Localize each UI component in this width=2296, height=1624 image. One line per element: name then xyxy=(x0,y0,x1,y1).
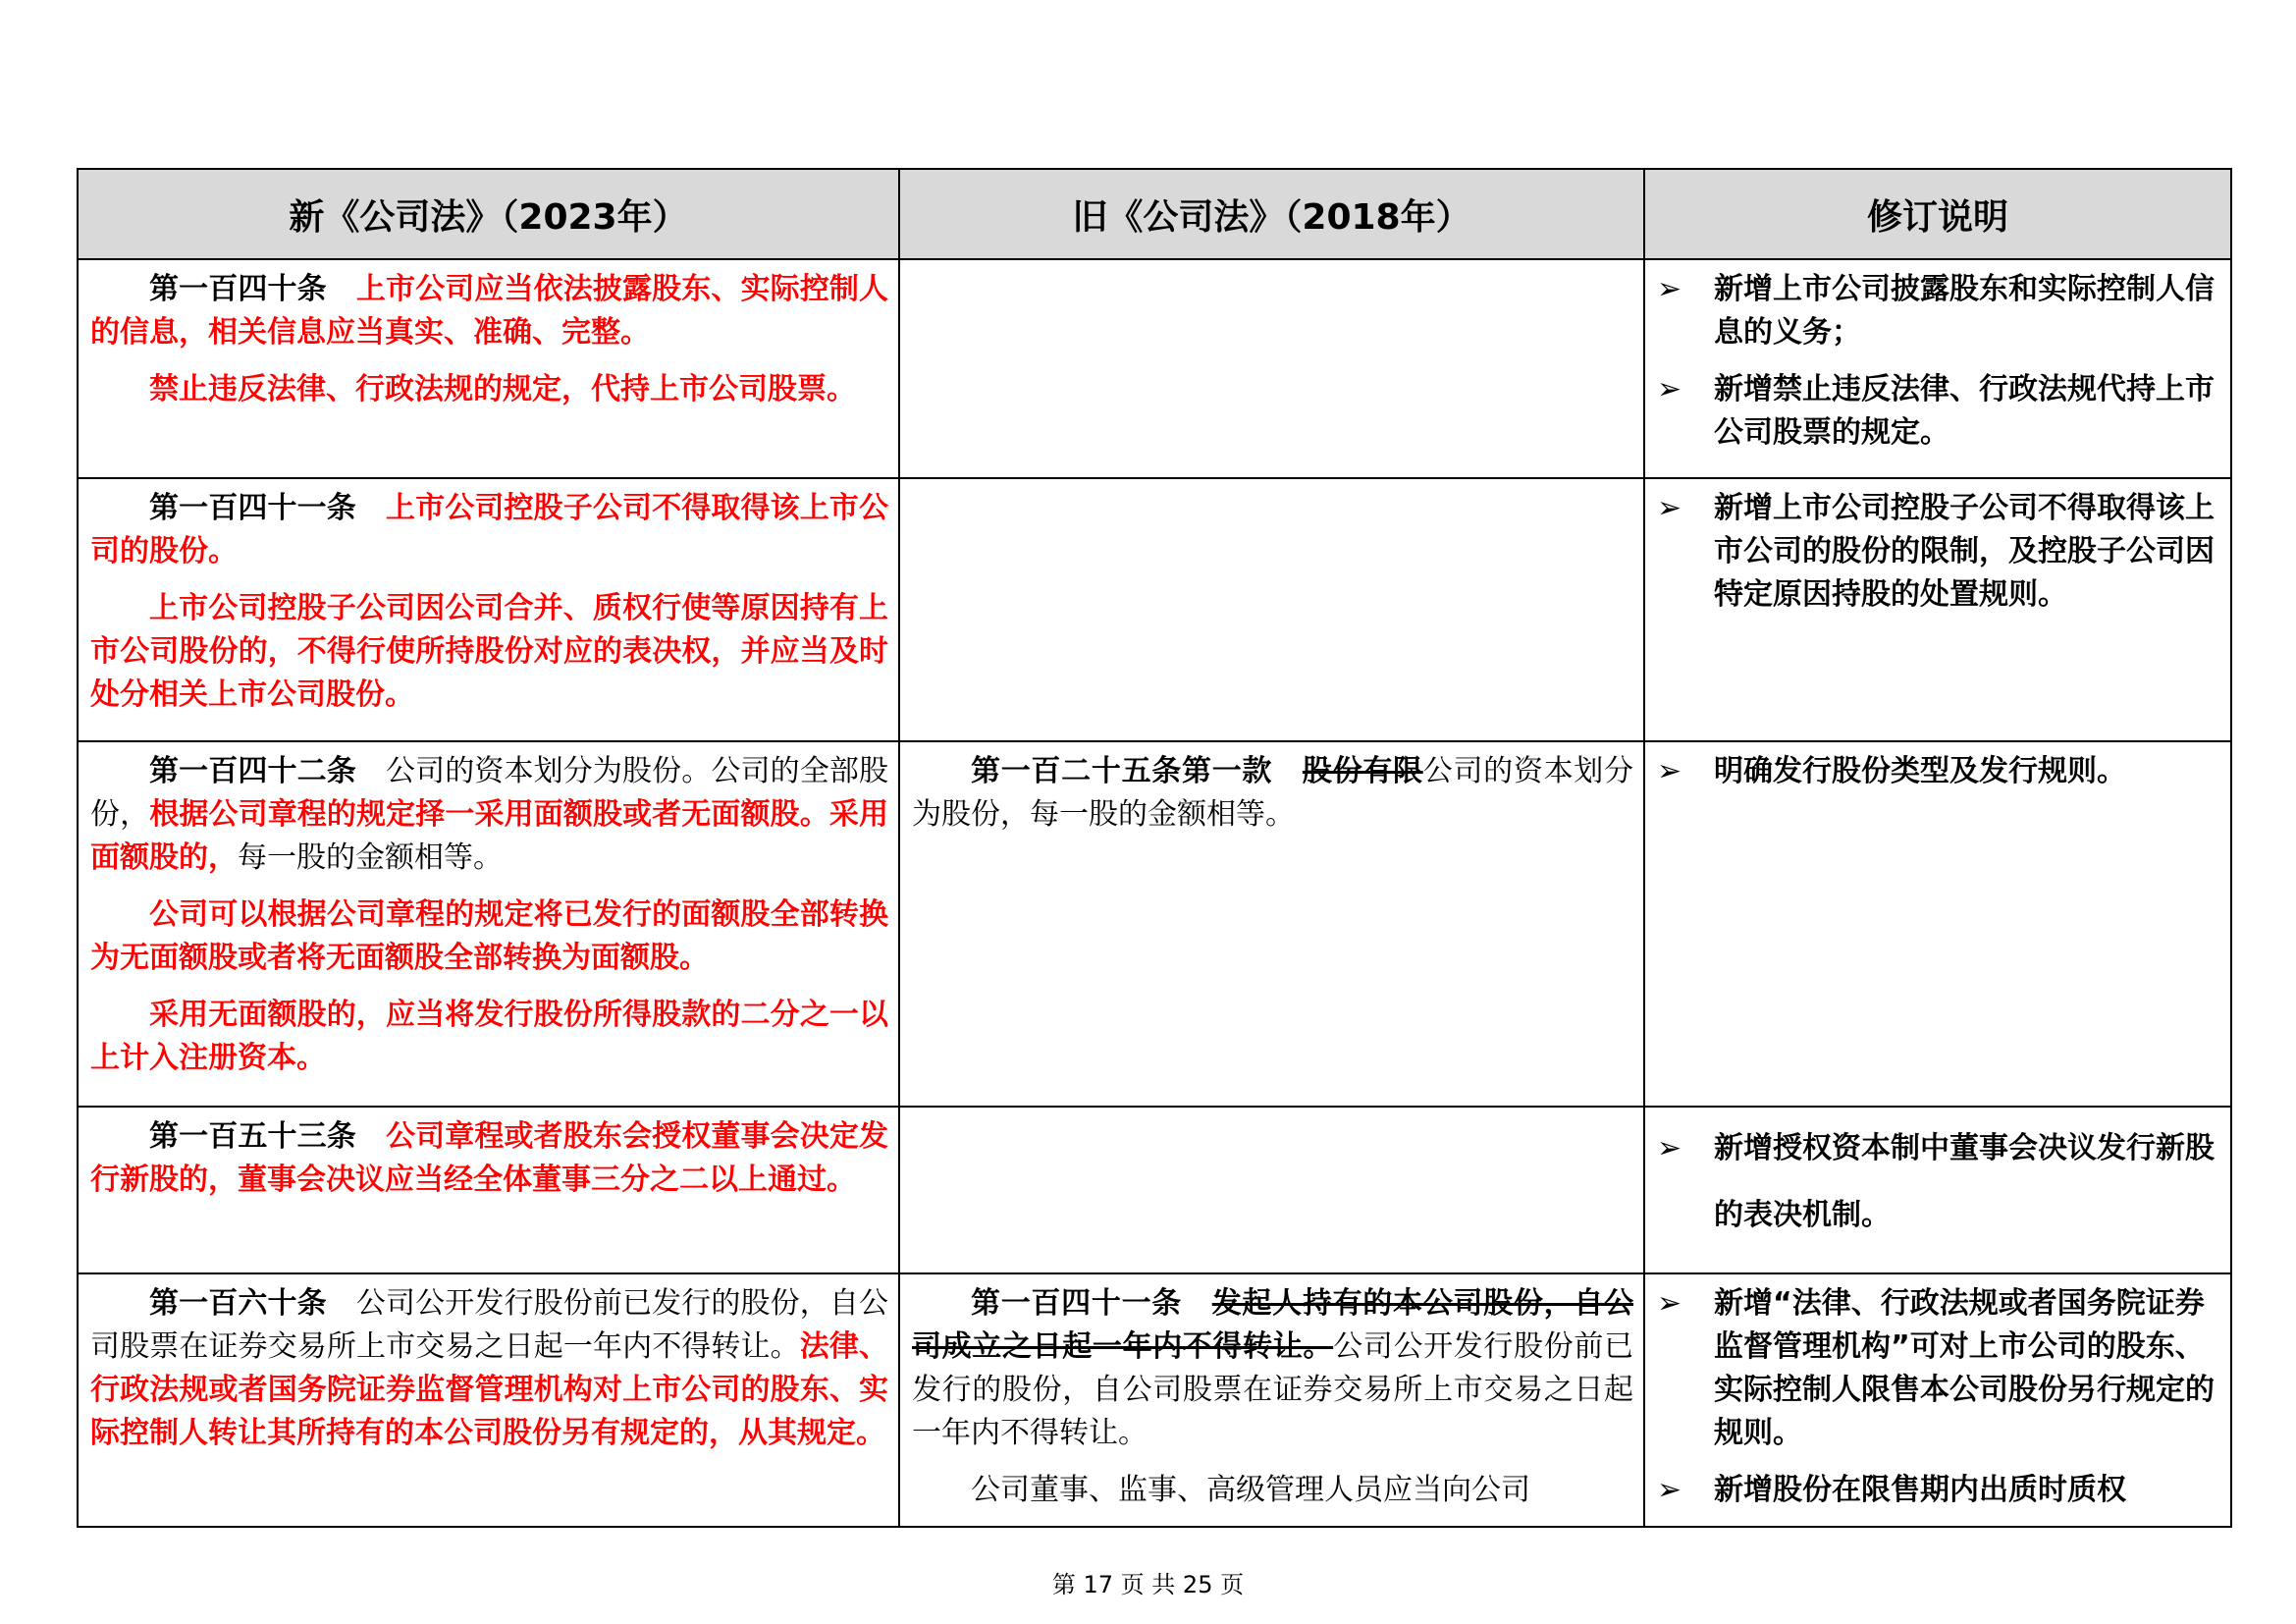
plain-text: 公司公开发行股份前已发行的股份，自公司股票在证券交易所上市交易之日起一年内不得转让。 xyxy=(90,1286,888,1364)
arrowhead-bullet-icon: ➢ xyxy=(1657,491,1682,525)
paragraph xyxy=(90,1282,888,1455)
paragraph xyxy=(90,268,888,354)
added-text: 上市公司应当依法披露股东、实际控制人的信息，相关信息应当真实、准确、完整。 xyxy=(90,272,888,350)
plain-text: 每一股的金额相等。 xyxy=(238,840,503,875)
deleted-text: 股份有限 xyxy=(1302,754,1423,788)
arrowhead-bullet-icon: ➢ xyxy=(1657,754,1682,788)
plain-text: 公司公开发行股份前已发行的股份，自公司股票在证券交易所上市交易之日起一年内不得转让。 xyxy=(912,1329,1634,1450)
added-text: 上市公司控股子公司不得取得该上市公司的股份。 xyxy=(90,491,888,568)
table-row xyxy=(78,259,2231,478)
arrowhead-bullet-icon: ➢ xyxy=(1657,372,1682,406)
deleted-text: 发起人持有的本公司股份，自公司成立之日起一年内不得转让。 xyxy=(912,1286,1634,1364)
paragraph xyxy=(90,487,888,573)
notes-cell xyxy=(1644,741,2231,1107)
added-text: 禁止违反法律、行政法规的规定，代持上市公司股票。 xyxy=(149,372,856,406)
plain-text: 公司的资本划分为股份。公司的全部股份， xyxy=(90,754,888,832)
added-text: 公司可以根据公司章程的规定将已发行的面额股全部转换为无面额股或者将无面额股全部转换为面额股。 xyxy=(90,897,888,975)
new-law-cell xyxy=(78,259,899,478)
paragraph xyxy=(90,750,888,880)
plain-text: 公司的资本划分为股份，每一股的金额相等。 xyxy=(912,754,1634,832)
note-text: 新增禁止违反法律、行政法规代持上市公司股票的规定。 xyxy=(1714,372,2215,450)
article-number: 第一百四十一条 xyxy=(149,491,356,525)
header-revision-notes: 修订说明 xyxy=(1644,169,2231,259)
article-number: 第一百四十条 xyxy=(149,272,327,306)
page-footer: 第 17 页 共 25 页 xyxy=(1051,1571,1245,1598)
added-text: 公司章程或者股东会授权董事会决定发行新股的，董事会决议应当经全体董事三分之二以上通过。 xyxy=(90,1119,888,1197)
added-text: 根据公司章程的规定择一采用面额股或者无面额股。采用面额股的， xyxy=(90,797,889,875)
added-text: 法律、行政法规或者国务院证券监督管理机构对上市公司的股东、实际控制人转让其所持有的本公司股份另有规定的，从其规定。 xyxy=(90,1329,889,1450)
arrowhead-bullet-icon: ➢ xyxy=(1657,272,1682,306)
table-row xyxy=(78,741,2231,1107)
paragraph xyxy=(90,1115,888,1202)
header-old-law: 旧《公司法》（2018年） xyxy=(899,169,1644,259)
new-law-cell xyxy=(78,478,899,741)
note-text: 新增“法律、行政法规或者国务院证券监督管理机构”可对上市公司的股东、实际控制人限售本公司股份另行规定的规则。 xyxy=(1714,1286,2215,1450)
plain-text: 公司董事、监事、高级管理人员应当向公司 xyxy=(971,1473,1530,1507)
note-item xyxy=(1657,1282,2220,1455)
old-law-cell xyxy=(899,1273,1644,1527)
arrowhead-bullet-icon: ➢ xyxy=(1657,1131,1682,1165)
new-law-cell xyxy=(78,1107,899,1273)
paragraph xyxy=(90,893,888,980)
added-text: 采用无面额股的，应当将发行股份所得股款的二分之一以上计入注册资本。 xyxy=(90,998,888,1075)
note-item xyxy=(1657,1469,2220,1512)
notes-cell xyxy=(1644,1107,2231,1273)
paragraph xyxy=(912,1469,1633,1512)
header-row xyxy=(78,169,2231,259)
article-number: 第一百四十二条 xyxy=(149,754,356,788)
old-law-cell xyxy=(899,741,1644,1107)
old-law-cell xyxy=(899,259,1644,478)
old-law-cell xyxy=(899,478,1644,741)
old-law-cell xyxy=(899,1107,1644,1273)
article-number: 第一百五十三条 xyxy=(149,1119,356,1154)
paragraph xyxy=(90,994,888,1080)
note-text: 新增股份在限售期内出质时质权 xyxy=(1714,1473,2126,1507)
notes-cell xyxy=(1644,478,2231,741)
article-number: 第一百六十条 xyxy=(149,1286,327,1321)
note-text: 新增上市公司披露股东和实际控制人信息的义务； xyxy=(1714,272,2215,350)
added-text: 上市公司控股子公司因公司合并、质权行使等原因持有上市公司股份的，不得行使所持股份对应的表决权，并应当及时处分相关上市公司股份。 xyxy=(90,591,888,712)
note-item xyxy=(1657,268,2220,354)
note-item xyxy=(1657,1115,2220,1249)
note-text: 新增授权资本制中董事会决议发行新股的表决机制。 xyxy=(1714,1131,2215,1232)
note-text: 新增上市公司控股子公司不得取得该上市公司的股份的限制，及控股子公司因特定原因持股的处置规则。 xyxy=(1714,491,2215,612)
notes-cell xyxy=(1644,259,2231,478)
paragraph xyxy=(90,587,888,717)
table-row xyxy=(78,478,2231,741)
article-number: 第一百四十一条 xyxy=(971,1286,1182,1321)
note-item xyxy=(1657,487,2220,617)
new-law-cell xyxy=(78,741,899,1107)
table-row xyxy=(78,1107,2231,1273)
note-item xyxy=(1657,750,2220,793)
table-row xyxy=(78,1273,2231,1527)
header-new-law: 新《公司法》（2023年） xyxy=(78,169,899,259)
article-number: 第一百二十五条第一款 xyxy=(971,754,1273,788)
arrowhead-bullet-icon: ➢ xyxy=(1657,1286,1682,1321)
arrowhead-bullet-icon: ➢ xyxy=(1657,1473,1682,1507)
note-item xyxy=(1657,368,2220,455)
notes-cell xyxy=(1644,1273,2231,1527)
paragraph xyxy=(912,1282,1633,1455)
note-text: 明确发行股份类型及发行规则。 xyxy=(1714,754,2126,788)
paragraph xyxy=(90,368,888,411)
comparison-table xyxy=(77,168,2232,1528)
paragraph xyxy=(912,750,1633,837)
new-law-cell xyxy=(78,1273,899,1527)
